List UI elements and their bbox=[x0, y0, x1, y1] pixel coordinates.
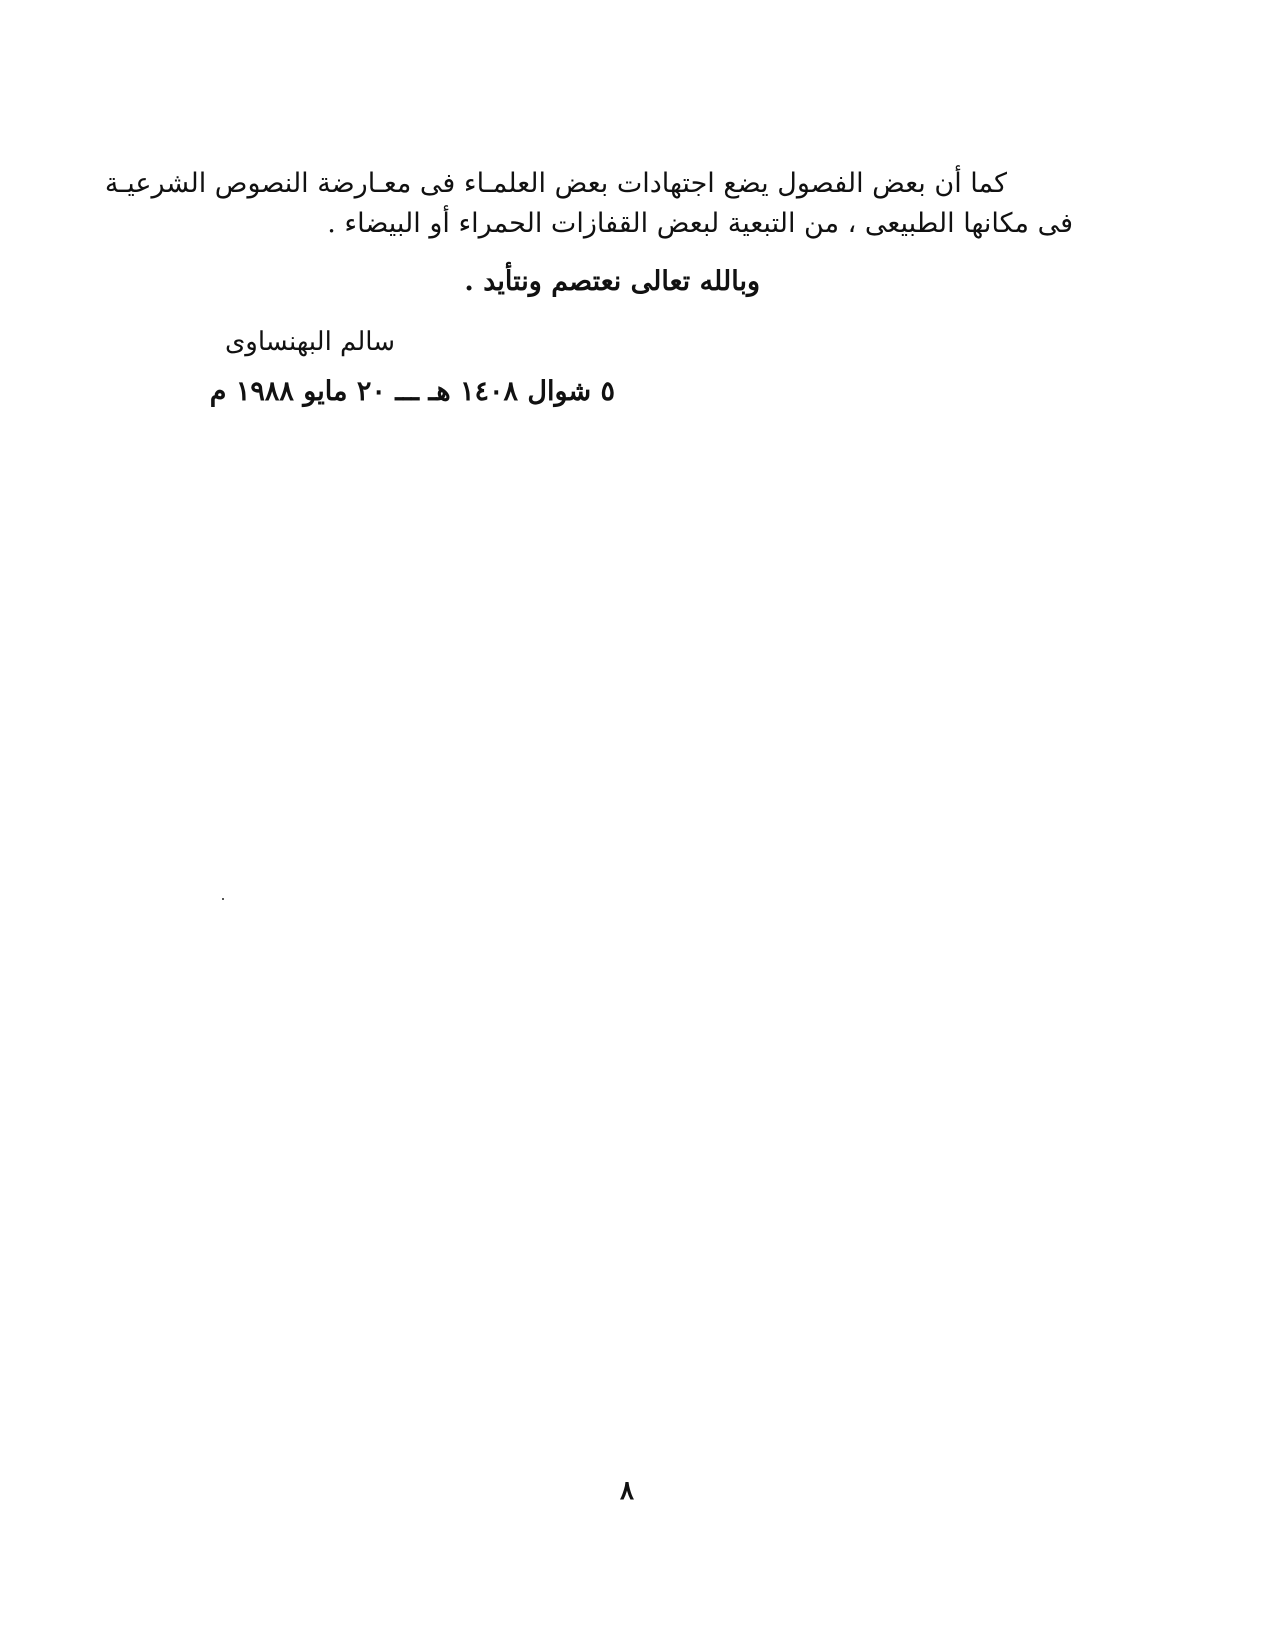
signature-name: سالم البهنساوى bbox=[224, 327, 395, 357]
paragraph-line-1: كما أن بعض الفصول يضع اجتهادات بعض العلمـاء فى معـارضة النصوص الشرعيـة bbox=[104, 168, 1007, 199]
paragraph-line-2: فى مكانها الطبيعى ، من التبعية لبعض القفازات الحمراء أو البيضاء . bbox=[327, 208, 1073, 239]
signature-date: ٥ شوال ١٤٠٨ هـ ـــ ٢٠ مايو ١٩٨٨ م bbox=[209, 376, 615, 407]
stray-dot bbox=[222, 898, 224, 900]
closing-line: وبالله تعالى نعتصم ونتأيد . bbox=[464, 266, 760, 297]
page-number: ٨ bbox=[620, 1476, 634, 1506]
